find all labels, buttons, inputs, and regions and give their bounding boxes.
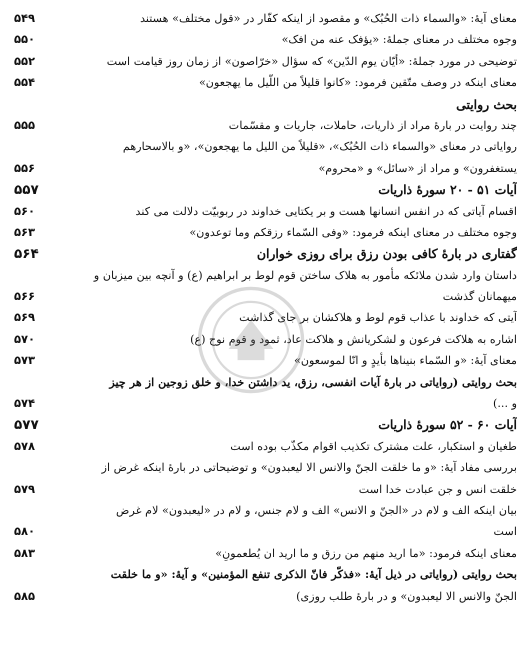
toc-page-number: ۵۸۳ — [14, 545, 36, 560]
toc-entry — [14, 436, 517, 457]
toc-page-number: ۵۸۵ — [14, 588, 36, 603]
toc-entry-text: معنای اینکه فرمود: «ما ارید منهم من رزق و ما ارید ان یُطعمونِ» — [215, 546, 517, 560]
toc-page-number: ۵۵۵ — [14, 117, 36, 132]
toc-page-number: ۵۷۴ — [14, 396, 36, 411]
toc-page-number: ۵۶۴ — [14, 246, 39, 263]
toc-entry — [14, 8, 517, 29]
toc-page-number: ۵۷۹ — [14, 481, 36, 496]
toc-page-number: ۵۶۶ — [14, 289, 36, 304]
toc-entry-text: داستان وارد شدن ملائکه مأمور به هلاک ساختن قوم لوط بر ابراهیم (ع) و آنچه بین میزبان و — [93, 268, 517, 282]
toc-page-number: ۵۸۰ — [14, 524, 36, 539]
toc-heading — [14, 94, 517, 115]
toc-entry — [14, 201, 517, 222]
toc-entry-text: معنای آیهٔ: «والسماء ذات الحُبُک» و مقصود از اینکه کفّار در «قول مختلف» هستند — [140, 12, 517, 25]
toc-entry — [14, 158, 517, 179]
toc-entry-text: معنای اینکه در وصف متّقین فرمود: «کانوا قلیلاً من اللّیل ما یهجعون» — [198, 76, 517, 90]
toc-entry-text: وجوه مختلف در معنای اینکه فرمود: «وفی السّماء رزقکم وما توعدون» — [189, 225, 517, 239]
toc-page-number: ۵۵۶ — [14, 160, 36, 175]
toc-entry — [14, 521, 517, 542]
toc-page-number: ۵۵۷ — [14, 182, 39, 199]
toc-page-number: ۵۴۹ — [14, 11, 36, 25]
toc-page-number: ۵۷۸ — [14, 438, 36, 453]
toc-heading — [14, 243, 517, 264]
toc-page-number: ۵۷۳ — [14, 353, 36, 368]
toc-entry — [14, 51, 517, 72]
publisher-seal-watermark-icon — [195, 284, 307, 396]
toc-entry-text: بحث روایتی (روایاتی در ذیل آیهٔ: «فذکّر فانّ الذکری تنفع المؤمنین» و آیهٔ: «و ما خلقت — [110, 567, 517, 582]
toc-entry-text: است — [493, 525, 517, 539]
toc-entry-text: اشاره به هلاکت فرعون و لشکریانش و هلاکت عاد، ثمود و قوم نوح (ع) — [190, 332, 517, 346]
toc-entry — [14, 136, 517, 157]
toc-entry-text: اقسام آیاتی که در انفس انسانها هست و بر یکتایی خداوند در ربوبیّت دلالت می کند — [135, 204, 517, 218]
toc-entry — [14, 115, 517, 136]
toc-entry-text: چند روایت در بارهٔ مراد از ذاریات، حاملات، جاریات و مقسّمات — [228, 118, 517, 132]
toc-entry-text: معنای آیهٔ: «و السّماء بنیناها بأیدٍ و انّا لموسعون» — [293, 354, 517, 368]
toc-entry-text: آیتی که خداوند با عذاب قوم لوط و هلاکشان بر جای گذاشت — [239, 311, 517, 325]
toc-entry-text: میهمانان گذشت — [442, 290, 517, 304]
toc-entry — [14, 543, 517, 564]
toc-entry-text: بررسی مفاد آیهٔ: «و ما خلقت الجنّ والانس الا لیعبدون» و توضیحاتی در بارهٔ اینکه غرض از — [101, 461, 517, 475]
toc-page-number: ۵۶۰ — [14, 203, 36, 218]
toc-entry — [14, 222, 517, 243]
toc-heading — [14, 414, 517, 435]
toc-entry-text: روایاتی در معنای «والسماء ذات الحُبُک»، «قلیلاً من اللیل ما یهجعون»، «و بالاسحارهم — [122, 140, 517, 154]
toc-entry — [14, 72, 517, 93]
toc-page-number: ۵۵۰ — [14, 32, 36, 47]
toc-entry-text: الجنّ والانس الا لیعبدون» و در بارهٔ طلب روزی) — [296, 589, 517, 603]
toc-entry-text: گفتاری در بارهٔ کافی بودن رزق برای روزی خواران — [256, 246, 517, 262]
toc-entry-text: توضیحی در مورد جملهٔ: «أیّان یوم الدّین» که سؤال «خرّاصون» از زمان روز قیامت است — [106, 54, 517, 68]
toc-entry — [14, 479, 517, 500]
toc-entry — [14, 393, 517, 414]
toc-entry-text: و ...) — [493, 397, 517, 411]
toc-entry-text: آیات ۵۱ - ۲۰ سورهٔ ذاریات — [378, 182, 517, 198]
toc-entry-text: بحث روایتی (روایاتی در بارهٔ آیات انفسی، رزق، ید داشتن خدا، و خلق زوجین از هر چیز — [109, 374, 517, 389]
toc-entry-text: طغیان و استکبار، علت مشترک تکذیب اقوام مکذّب بوده است — [230, 439, 517, 453]
toc-page-number: ۵۶۹ — [14, 310, 36, 325]
toc-page-number: ۵۷۷ — [14, 417, 39, 434]
toc-heading — [14, 179, 517, 200]
toc-entry — [14, 500, 517, 521]
toc-entry — [14, 564, 517, 585]
toc-entry — [14, 586, 517, 607]
toc-entry-text: آیات ۶۰ - ۵۲ سورهٔ ذاریات — [378, 417, 517, 433]
toc-page-number: ۵۵۴ — [14, 75, 36, 90]
toc-entry — [14, 457, 517, 478]
toc-entry — [14, 29, 517, 50]
toc-page-number: ۵۷۰ — [14, 331, 36, 346]
toc-entry-text: یستغفرون» و مراد از «سائل» و «محروم» — [318, 161, 517, 175]
toc-entry — [14, 265, 517, 286]
toc-entry-text: وجوه مختلف در معنای جملهٔ: «یؤفک عنه من افک» — [281, 33, 517, 47]
toc-page-number: ۵۵۲ — [14, 53, 36, 68]
toc-entry-text: بحث روایتی — [456, 96, 517, 112]
toc-page-number: ۵۶۳ — [14, 224, 36, 239]
toc-entry-text: بیان اینکه الف و لام در «الجنّ و الانس» الف و لام جنس، و لام در «لیعبدون» لام غرض — [116, 503, 517, 517]
toc-entry-text: خلقت انس و جن عبادت خدا است — [358, 482, 517, 496]
